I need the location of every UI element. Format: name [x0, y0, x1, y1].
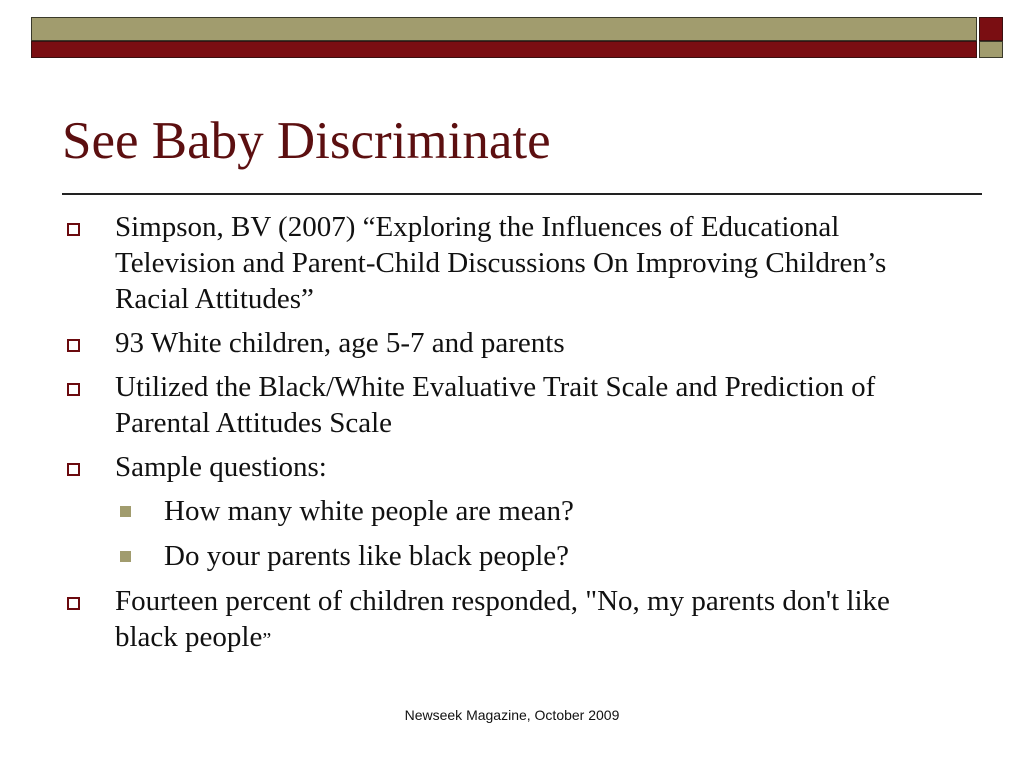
header-square-olive [979, 41, 1003, 58]
footer-source: Newseek Magazine, October 2009 [404, 707, 620, 723]
bullet-list [0, 209, 1024, 666]
sub-bullet-text: How many white people are mean? [164, 495, 574, 527]
bullet-text: 93 White children, age 5-7 and parents [115, 327, 565, 359]
filled-square-bullet-icon [120, 551, 131, 562]
sub-bullet-item [0, 493, 1024, 529]
bullet-item-result [0, 583, 1024, 658]
header-bar-olive [31, 17, 977, 41]
slide-title: See Baby Discriminate [62, 112, 551, 170]
bullet-item-scales [0, 369, 1024, 441]
header-bar-red [31, 41, 977, 58]
bullet-text: Fourteen percent of children responded, "No, my parents don't like black people [115, 585, 890, 653]
title-divider [62, 193, 982, 195]
hollow-square-bullet-icon [67, 463, 80, 476]
sub-bullet-item [0, 538, 1024, 574]
hollow-square-bullet-icon [67, 223, 80, 236]
bullet-text: Utilized the Black/White Evaluative Trait Scale and Prediction of Parental Attitudes Scale [115, 371, 876, 439]
bullet-item-participants [0, 325, 1024, 361]
closing-quote: ” [262, 629, 272, 651]
hollow-square-bullet-icon [67, 383, 80, 396]
hollow-square-bullet-icon [67, 597, 80, 610]
bullet-text: Sample questions: [115, 451, 327, 483]
bullet-item-citation [0, 209, 1024, 317]
header-square-red [979, 17, 1003, 41]
sub-bullet-text: Do your parents like black people? [164, 540, 570, 572]
filled-square-bullet-icon [120, 506, 131, 517]
bullet-text: Simpson, BV (2007) “Exploring the Influences of Educational Television and Parent-Child Discussions On Improving Children’s Racial Attitudes” [115, 211, 887, 315]
bullet-item-sample-questions [0, 449, 1024, 485]
hollow-square-bullet-icon [67, 339, 80, 352]
